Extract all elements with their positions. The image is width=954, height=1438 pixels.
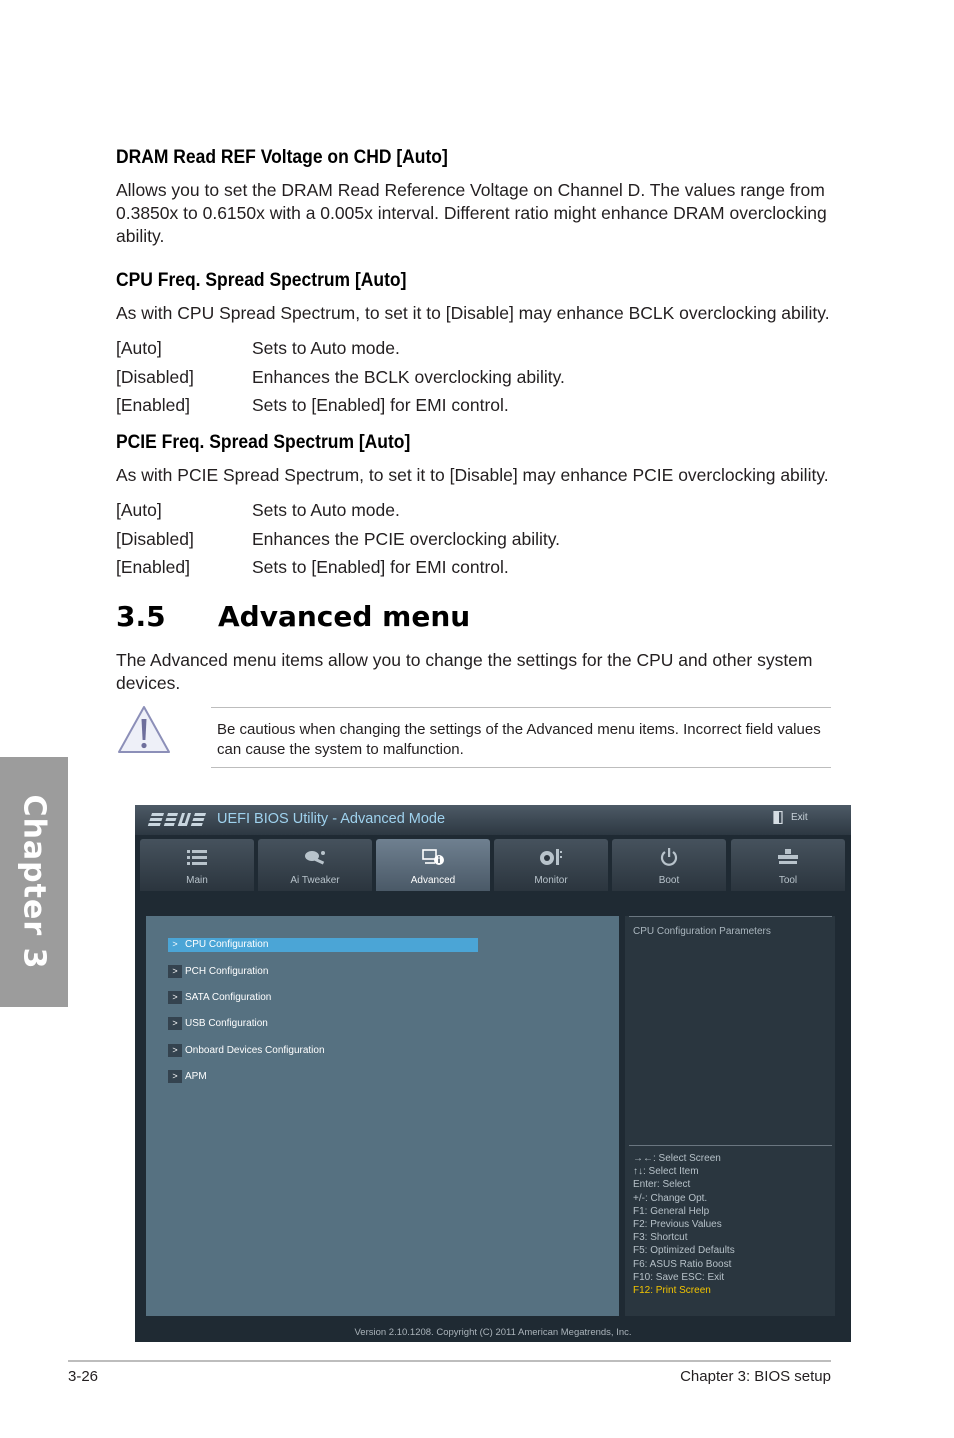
list-icon: [185, 848, 209, 866]
asus-logo-icon: [145, 810, 209, 828]
tab-label: Advanced: [410, 875, 456, 886]
key-hint: F2: Previous Values: [633, 1219, 722, 1231]
arrow-icon: >: [168, 965, 182, 978]
key-hint: F1: General Help: [633, 1205, 710, 1217]
section-title-advanced-menu: [116, 600, 470, 633]
tab-label: Monitor: [534, 875, 568, 886]
bios-screenshot: [135, 805, 851, 1342]
monitor-icon: [539, 848, 563, 866]
tab-main[interactable]: [140, 839, 254, 891]
key-hint-print-screen: F12: Print Screen: [633, 1285, 711, 1297]
bios-version: Version 2.10.1208. Copyright (C) 2011 American Megatrends, Inc.: [354, 1327, 632, 1338]
footer-rule: [68, 1360, 831, 1362]
exit-label: Exit: [791, 812, 808, 823]
option-row: [116, 367, 565, 388]
option-desc: Enhances the PCIE overclocking ability.: [252, 529, 561, 549]
option-desc: Sets to [Enabled] for EMI control.: [252, 557, 509, 577]
option-key: [Auto]: [116, 500, 162, 520]
key-legend: [633, 1152, 833, 1297]
option-desc: Sets to [Enabled] for EMI control.: [252, 395, 509, 415]
tab-label: Boot: [658, 875, 680, 886]
section-number: 3.5: [116, 600, 166, 633]
warning-icon: [116, 704, 172, 756]
menu-item-label: PCH Configuration: [185, 966, 269, 977]
help-text: CPU Configuration Parameters: [633, 926, 771, 937]
arrow-icon: >: [168, 991, 182, 1004]
option-row: [116, 395, 509, 416]
tab-monitor[interactable]: [494, 839, 608, 891]
divider: [629, 916, 832, 917]
advanced-intro: The Advanced menu items allow you to change the settings for the CPU and other system devices.: [116, 650, 813, 693]
option-key: [Auto]: [116, 338, 162, 358]
menu-item-cpu-configuration[interactable]: [168, 938, 478, 952]
chapter-tab: [0, 757, 68, 1007]
exit-button[interactable]: [761, 809, 841, 827]
power-icon: [657, 848, 681, 866]
bios-tab-bar: [140, 839, 846, 891]
help-pane: [625, 916, 835, 1316]
tab-label: Tool: [778, 875, 798, 886]
footer-chapter: Chapter 3: BIOS setup: [680, 1368, 831, 1385]
key-hint: Enter: Select: [633, 1179, 691, 1191]
section-title: Advanced menu: [218, 600, 471, 633]
section-body-dram-ref: Allows you to set the DRAM Read Reference Voltage on Channel D. The values range from 0.3850x to 0.6150x with a 0.005x interval. Different ratio might enhance DRAM overclocking ability.: [116, 180, 827, 246]
section-body-pcie-spread: As with PCIE Spread Spectrum, to set it to [Disable] may enhance PCIE overclocking ability.: [116, 465, 829, 485]
tab-label: Main: [186, 875, 208, 886]
section-heading-pcie-spread: PCIE Freq. Spread Spectrum [Auto]: [116, 432, 411, 453]
menu-item-label: Onboard Devices Configuration: [185, 1045, 325, 1056]
option-row: [116, 529, 560, 550]
option-desc: Sets to Auto mode.: [252, 500, 400, 520]
menu-item-label: SATA Configuration: [185, 992, 272, 1003]
bios-title-bar: [135, 805, 851, 835]
tweaker-icon: [303, 848, 327, 866]
menu-item-label: APM: [185, 1071, 207, 1082]
key-hint: +/-: Change Opt.: [633, 1192, 708, 1204]
chapter-tab-label: Chapter 3: [16, 794, 52, 970]
arrow-icon: >: [168, 1070, 182, 1083]
caution-text: Be cautious when changing the settings of the Advanced menu items. Incorrect field values can cause the system to malfunction.: [217, 721, 821, 758]
tab-advanced[interactable]: [376, 839, 490, 891]
bios-title: UEFI BIOS Utility - Advanced Mode: [217, 811, 446, 827]
tab-ai-tweaker[interactable]: [258, 839, 372, 891]
option-key: [Enabled]: [116, 395, 190, 415]
option-key: [Disabled]: [116, 367, 194, 387]
tab-boot[interactable]: [612, 839, 726, 891]
option-row: [116, 500, 400, 521]
menu-item-label: CPU Configuration: [185, 939, 269, 950]
key-hint: F6: ASUS Ratio Boost: [633, 1258, 732, 1270]
exit-door-icon: [773, 811, 783, 824]
advanced-icon: [421, 848, 445, 866]
divider: [629, 1145, 832, 1146]
key-hint: ↑↓: Select Item: [633, 1166, 699, 1178]
option-row: [116, 557, 509, 578]
section-body-cpu-spread: As with CPU Spread Spectrum, to set it to [Disable] may enhance BCLK overclocking ability.: [116, 303, 830, 323]
tab-tool[interactable]: [731, 839, 845, 891]
arrow-icon: >: [168, 1044, 182, 1057]
key-hint: F5: Optimized Defaults: [633, 1245, 735, 1257]
key-hint: F10: Save ESC: Exit: [633, 1271, 725, 1283]
menu-item-label: USB Configuration: [185, 1018, 268, 1029]
key-hint: F3: Shortcut: [633, 1232, 688, 1244]
caution-note: [211, 707, 831, 768]
arrow-icon: >: [168, 938, 182, 951]
section-heading-cpu-spread: CPU Freq. Spread Spectrum [Auto]: [116, 270, 407, 291]
tool-icon: [776, 848, 800, 866]
option-key: [Enabled]: [116, 557, 190, 577]
page-number: 3-26: [68, 1368, 99, 1385]
section-heading-dram-ref: DRAM Read REF Voltage on CHD [Auto]: [116, 147, 448, 168]
menu-pane: [146, 916, 619, 1316]
option-row: [116, 338, 400, 359]
option-key: [Disabled]: [116, 529, 194, 549]
key-hint: →←: Select Screen: [633, 1153, 721, 1164]
tab-label: Ai Tweaker: [290, 875, 340, 886]
arrow-icon: >: [168, 1017, 182, 1030]
option-desc: Sets to Auto mode.: [252, 338, 400, 358]
option-desc: Enhances the BCLK overclocking ability.: [252, 367, 565, 387]
